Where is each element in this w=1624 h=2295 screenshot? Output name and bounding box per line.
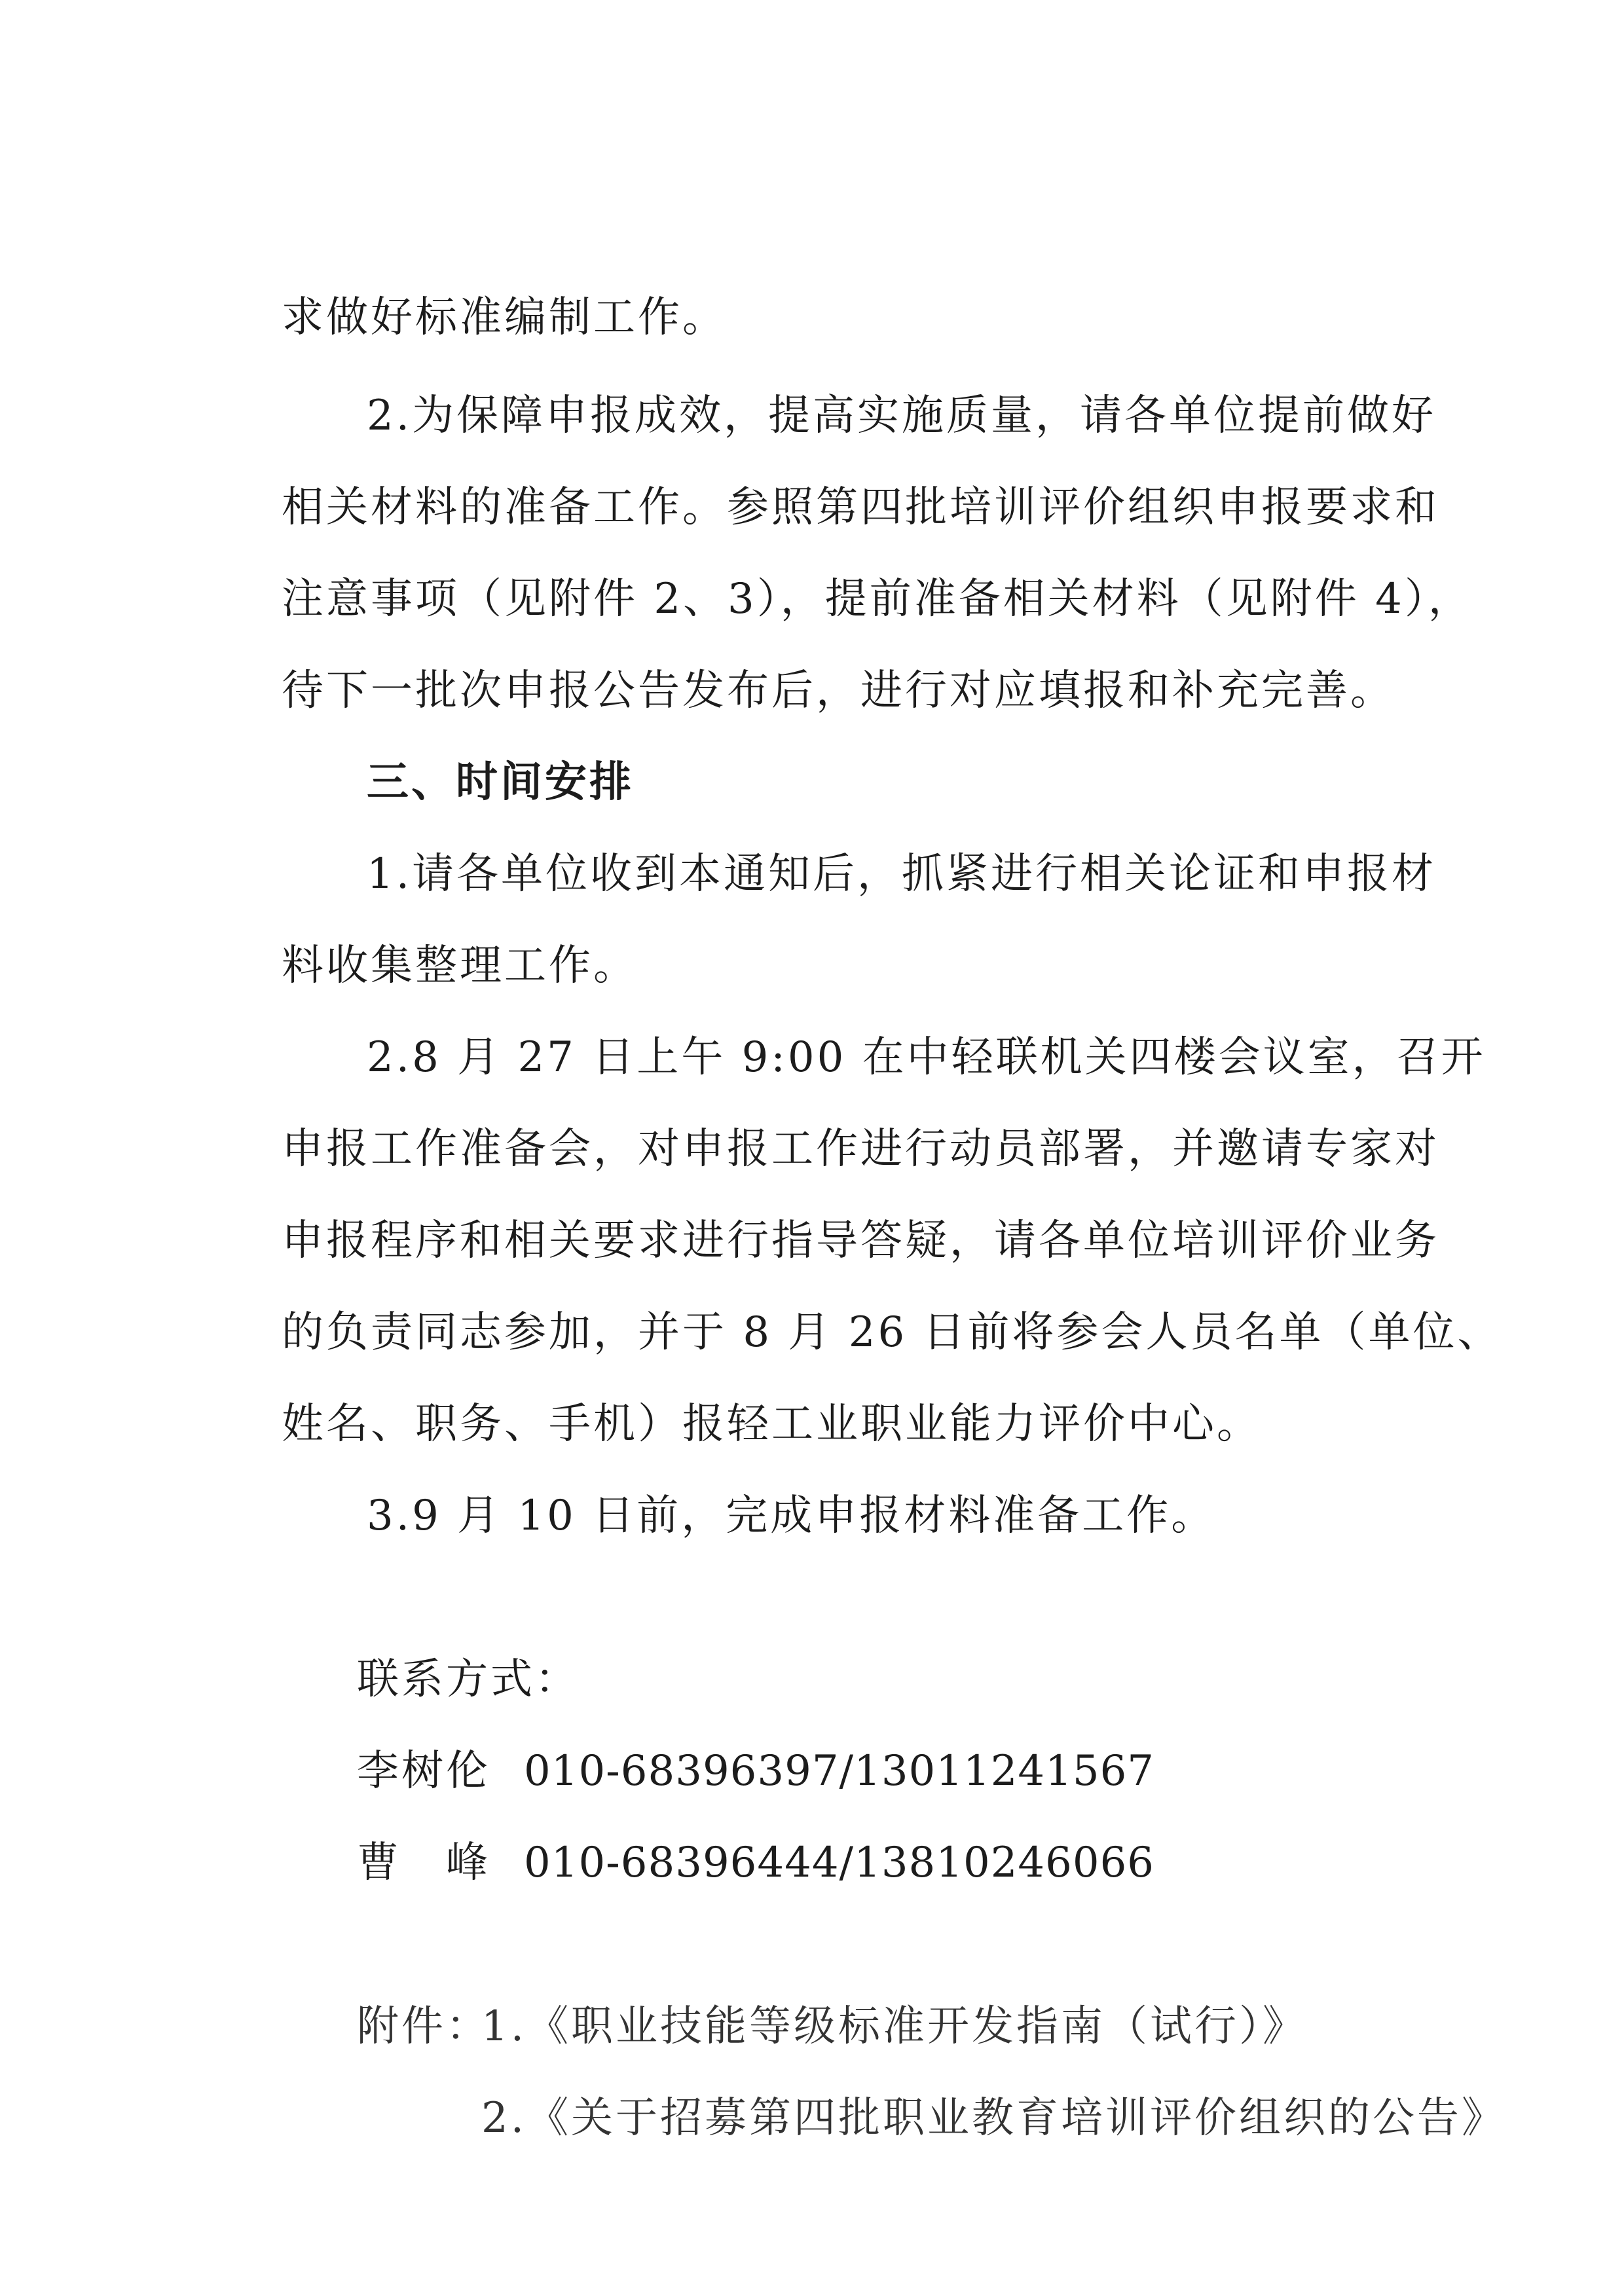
paragraph-line: 料收集整理工作。 bbox=[282, 942, 638, 990]
paragraph-line: 求做好标准编制工作。 bbox=[282, 293, 727, 342]
contact-name: 曹 峰 bbox=[357, 1839, 490, 1887]
paragraph-line: 2.为保障申报成效，提高实施质量，请各单位提前做好 bbox=[367, 392, 1437, 440]
paragraph-line: 申报程序和相关要求进行指导答疑，请各单位培训评价业务 bbox=[282, 1217, 1439, 1265]
paragraph-line: 的负责同志参加，并于 8 月 26 日前将参会人员名单（单位、 bbox=[282, 1308, 1502, 1357]
paragraph-line: 申报工作准备会，对申报工作进行动员部署，并邀请专家对 bbox=[282, 1125, 1439, 1173]
paragraph-line: 1.请各单位收到本通知后，抓紧进行相关论证和申报材 bbox=[367, 850, 1437, 898]
paragraph-line: 相关材料的准备工作。参照第四批培训评价组织申报要求和 bbox=[282, 483, 1439, 532]
paragraph-line: 姓名、职务、手机）报轻工业职业能力评价中心。 bbox=[282, 1400, 1261, 1448]
attachment-item: 1.《职业技能等级标准开发指南（试行）》 bbox=[481, 2002, 1308, 2051]
contact-label: 联系方式： bbox=[357, 1655, 580, 1704]
section-heading: 三、时间安排 bbox=[367, 758, 634, 807]
paragraph-line: 待下一批次申报公告发布后，进行对应填报和补充完善。 bbox=[282, 667, 1395, 715]
paragraph-line: 2.8 月 27 日上午 9:00 在中轻联机关四楼会议室，召开 bbox=[367, 1033, 1486, 1082]
paragraph-line: 3.9 月 10 日前，完成申报材料准备工作。 bbox=[367, 1492, 1216, 1540]
attachment-item: 2.《关于招募第四批职业教育培训评价组织的公告》 bbox=[481, 2094, 1507, 2142]
paragraph-line: 注意事项（见附件 2、3），提前准备相关材料（见附件 4）， bbox=[282, 575, 1473, 623]
contact-name: 李树伦 bbox=[357, 1747, 490, 1795]
contact-phone: 010-68396444/13810246066 bbox=[524, 1839, 1154, 1887]
attachments-label: 附件： bbox=[357, 2002, 490, 2051]
contact-phone: 010-68396397/13011241567 bbox=[524, 1747, 1154, 1795]
